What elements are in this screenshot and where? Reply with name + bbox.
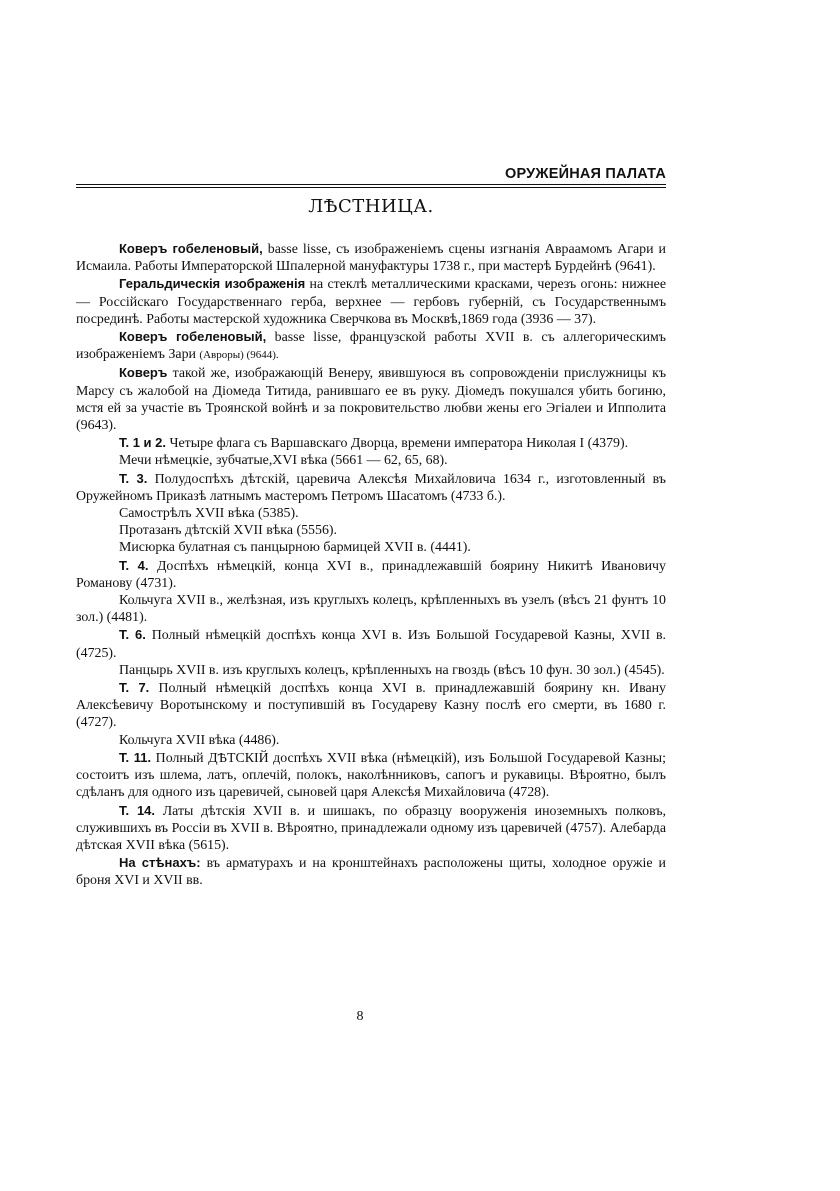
paragraph <box>76 557 666 592</box>
entry-text: Полудоспѣхъ дѣтскій, царевича Алексѣя Михайловича 1634 г., изготовленный въ Оружейномъ Приказѣ латнымъ мастеромъ Петромъ Шасатомъ (4733 б.). <box>76 471 666 504</box>
paragraph <box>76 626 666 661</box>
entry-lead: Т. 7. <box>119 680 150 696</box>
entry-text: Мечи нѣмецкіе, зубчатые,XVI вѣка (5661 — 62, 65, 68). <box>119 453 448 469</box>
entry-lead: Т. 6. <box>119 627 146 643</box>
paragraph <box>76 662 666 679</box>
entry-lead: Т. 1 и 2. <box>119 435 166 451</box>
entry-text: Панцырь XVII в. изъ круглыхъ колецъ, крѣпленныхъ на гвоздь (вѣсъ 10 фун. 30 зол.) (4545). <box>119 662 665 678</box>
entry-lead: Т. 3. <box>119 470 148 486</box>
entry-lead: Геральдическія изображенія <box>119 276 306 292</box>
entry-text: Полный ДѢТСКІЙ доспѣхъ XVII вѣка (нѣмецкій), изъ Большой Государевой Казны; состоитъ изъ шлема, латъ, оплечій, полокъ, наколѣнниковъ, сапогъ и рукавицы. Вѣроятно, былъ сдѣланъ для одного изъ царевичей, сыновей царя Алексѣя Михайловича (4728). <box>76 750 666 801</box>
entry-text: basse lisse, французской работы XVII в. съ аллегорическимъ изображеніемъ Зари <box>76 330 666 363</box>
entry-text: Мисюрка булатная съ панцырною бармицей XVII в. (4441). <box>119 540 471 556</box>
paragraph <box>76 732 666 749</box>
paragraph <box>76 364 666 434</box>
paragraph <box>76 434 666 452</box>
paragraph <box>76 539 666 556</box>
entry-lead: Коверъ <box>119 365 168 381</box>
entry-text: Самострѣлъ XVII вѣка (5385). <box>119 506 299 522</box>
entry-lead: Т. 14. <box>119 802 156 818</box>
paragraph <box>76 854 666 889</box>
paragraph <box>76 240 666 275</box>
entry-text: Полный нѣмецкій доспѣхъ конца XVI в. принадлежавшій боярину кн. Ивану Алексѣевичу Воротынскому и поступившій въ Государеву Казну послѣ его смерти, въ 1680 г. (4727). <box>76 681 666 731</box>
entry-text: basse lisse, съ изображеніемъ сцены изгнанія Авраамомъ Агари и Исмаила. Работы Императорской Шпалерной мануфактуры 1738 г., при мастерѣ Бурдейнѣ (9641). <box>76 242 666 275</box>
entry-small-text: (Авроры) (9644). <box>199 349 279 362</box>
entry-text: въ арматурахъ и на кронштейнахъ расположены щиты, холодное оружіе и броня XVI и XVII вв. <box>76 856 666 889</box>
paragraph <box>76 522 666 539</box>
entry-text: Кольчуга XVII в., желѣзная, изъ круглыхъ колецъ, крѣпленныхъ въ узелъ (вѣсъ 21 фунтъ 10 зол.) (4481). <box>76 593 666 626</box>
entry-lead: На стѣнахъ: <box>119 855 201 871</box>
paragraph <box>76 452 666 469</box>
entry-lead: Т. 11. <box>119 749 152 765</box>
entry-text: Протазанъ дѣтскій XVII вѣка (5556). <box>119 523 337 539</box>
header-rule <box>76 187 666 188</box>
paragraph <box>76 275 666 328</box>
entry-text: Доспѣхъ нѣмецкій, конца XVI в., принадлежавшій боярину Никитѣ Ивановичу Романову (4731). <box>76 558 666 591</box>
content <box>76 240 666 890</box>
paragraph <box>76 679 666 732</box>
paragraph <box>76 802 666 855</box>
entry-lead: Коверъ гобеленовый, <box>119 241 263 256</box>
entry-text: Полный нѣмецкій доспѣхъ конца XVI в. Изъ Большой Государевой Казны, XVII в. (4725). <box>76 628 667 661</box>
paragraph <box>76 328 666 364</box>
running-header <box>76 166 666 185</box>
page-title: ЛѢСТНИЦА. <box>308 196 434 217</box>
header-title: ОРУЖЕЙНАЯ ПАЛАТА <box>505 166 666 182</box>
entry-text: Латы дѣтскія XVII в. и шишакъ, по образцу вооруженія иноземныхъ полковъ, служившихъ въ Россіи въ XVII в. Вѣроятно, принадлежали одному изъ царевичей (4757). Алебарда дѣтская XVII вѣка (5615). <box>76 803 666 853</box>
paragraph <box>76 749 666 802</box>
entry-text: на стеклѣ металлическими красками, черезъ огонь: нижнее — Россійскаго Государственнаго герба, верхнее — гербовъ губерній, съ Государственнымъ посрединѣ. Работы мастерской художника Сверчкова въ Москвѣ,1869 года (3936 — 37). <box>76 277 666 327</box>
paragraph <box>76 592 666 626</box>
entry-lead: Т. 4. <box>119 557 149 573</box>
entry-text: Кольчуга XVII вѣка (4486). <box>119 732 280 748</box>
entry-text: такой же, изображающій Венеру, явившуюся въ сопровожденіи прислужницы къ Марсу съ жалобой на Діомеда Титида, ранившаго ее въ руку. Діомедъ покушался убить богиню, мстя ей за участіе въ Троянской войнѣ и за покровительство любви жены его Эгіалеи и Ипполита (9643). <box>76 366 666 434</box>
page-number: 8 <box>356 1009 364 1024</box>
paragraph <box>76 505 666 522</box>
entry-lead: Коверъ гобеленовый, <box>119 329 267 345</box>
entry-text: Четыре флага съ Варшавскаго Дворца, времени императора Николая I (4379). <box>166 436 629 452</box>
paragraph <box>76 470 666 505</box>
